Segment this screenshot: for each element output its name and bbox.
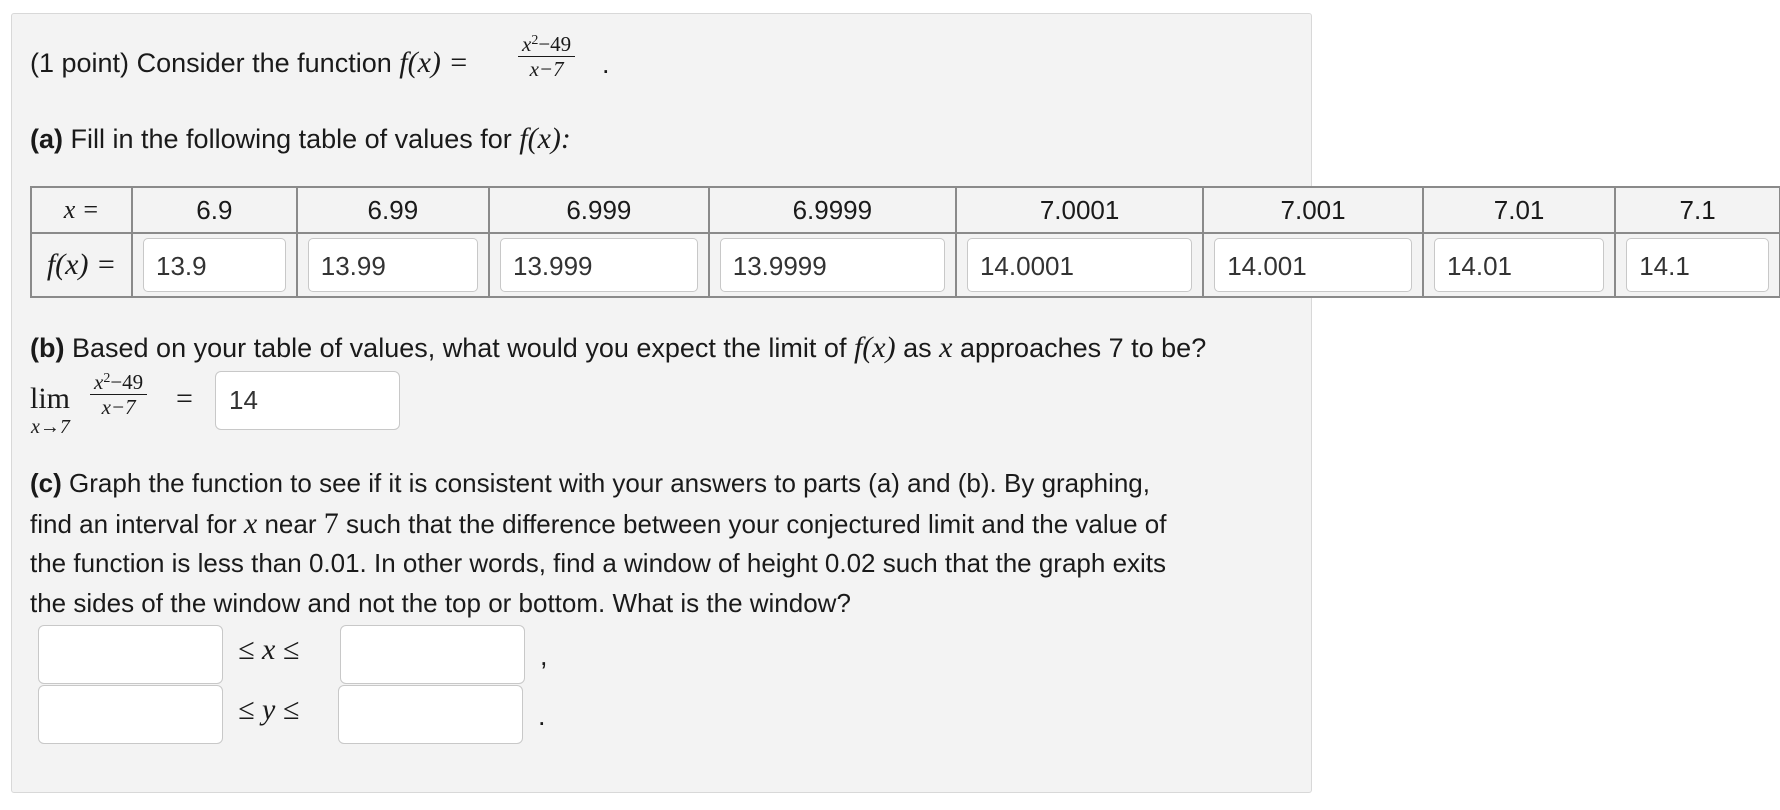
- part-b-prompt: [30, 332, 1206, 364]
- intro-text: Consider the function: [136, 48, 392, 78]
- x-value: 6.9999: [709, 187, 956, 233]
- part-b-var: x: [939, 331, 953, 364]
- x-value: 7.01: [1423, 187, 1615, 233]
- fx-row: [31, 233, 1780, 297]
- x-value: 7.001: [1203, 187, 1423, 233]
- fx-input[interactable]: 13.99: [308, 238, 478, 292]
- x-max-input[interactable]: [340, 625, 525, 684]
- part-a-prompt: [30, 123, 571, 155]
- lim-word: lim: [30, 382, 71, 415]
- x-row-label: x =: [31, 187, 132, 233]
- fx-input[interactable]: 13.999: [500, 238, 698, 292]
- function-fraction: $\frac{x^2-49}{x-7}$: [518, 32, 575, 81]
- y-max-input[interactable]: [338, 685, 523, 744]
- fx-input[interactable]: 14.1: [1626, 238, 1769, 292]
- part-b-text-as: as: [903, 333, 932, 363]
- part-c-line2b: near: [264, 508, 317, 539]
- part-b-text-end: approaches 7 to be?: [960, 333, 1207, 363]
- comma: ,: [540, 641, 548, 671]
- part-c-line2a: find an interval for: [30, 508, 237, 539]
- points-label: (1 point): [30, 48, 130, 78]
- x-value: 6.99: [297, 187, 489, 233]
- fx-input[interactable]: 14.01: [1434, 238, 1604, 292]
- x-value: 6.9: [132, 187, 297, 233]
- part-b-tag: (b): [30, 333, 65, 363]
- fx-row-label: f(x) =: [31, 233, 132, 297]
- y-min-input[interactable]: [38, 685, 223, 744]
- part-c-line3: the function is less than 0.01. In other words, find a window of height 0.02 such that the graph exits: [30, 548, 1167, 578]
- part-c-seven: 7: [323, 506, 339, 540]
- part-c-line1: Graph the function to see if it is consistent with your answers to parts (a) and (b). By graphing,: [69, 468, 1150, 498]
- equals-sign: =: [176, 382, 193, 415]
- x-min-input[interactable]: [38, 625, 223, 684]
- x-inequality: ≤ x ≤: [238, 633, 300, 666]
- fx-input[interactable]: 14.001: [1214, 238, 1412, 292]
- y-inequality: ≤ y ≤: [238, 693, 300, 726]
- part-b-func: f(x): [853, 331, 896, 364]
- x-value: 7.1: [1615, 187, 1780, 233]
- part-b-text: Based on your table of values, what would you expect the limit of: [72, 333, 847, 363]
- x-value: 6.999: [489, 187, 709, 233]
- limit-fraction: $\frac{x^2-49}{x-7}$: [90, 370, 147, 419]
- part-c-tag: (c): [30, 468, 62, 498]
- fx-input[interactable]: 13.9999: [720, 238, 945, 292]
- fx-input[interactable]: 13.9: [143, 238, 286, 292]
- part-c-line4: the sides of the window and not the top or bottom. What is the window?: [30, 587, 851, 618]
- part-c-var: x: [243, 506, 258, 540]
- values-table: [30, 186, 1780, 298]
- period-end: .: [538, 701, 546, 731]
- problem-statement: [30, 47, 469, 79]
- part-a-func: f(x):: [519, 122, 571, 155]
- limit-answer-input[interactable]: 14: [215, 371, 400, 430]
- part-c-line2c: such that the difference between your conjectured limit and the value of: [345, 508, 1167, 539]
- period: .: [602, 49, 610, 79]
- x-value: 7.0001: [956, 187, 1203, 233]
- part-a-text: Fill in the following table of values for: [70, 124, 512, 154]
- part-a-tag: (a): [30, 124, 63, 154]
- lim-subscript: x→7: [31, 416, 70, 438]
- function-name: f(x) =: [399, 46, 469, 79]
- x-row: [31, 187, 1780, 233]
- fx-input[interactable]: 14.0001: [967, 238, 1192, 292]
- part-c-prompt: [30, 464, 1320, 623]
